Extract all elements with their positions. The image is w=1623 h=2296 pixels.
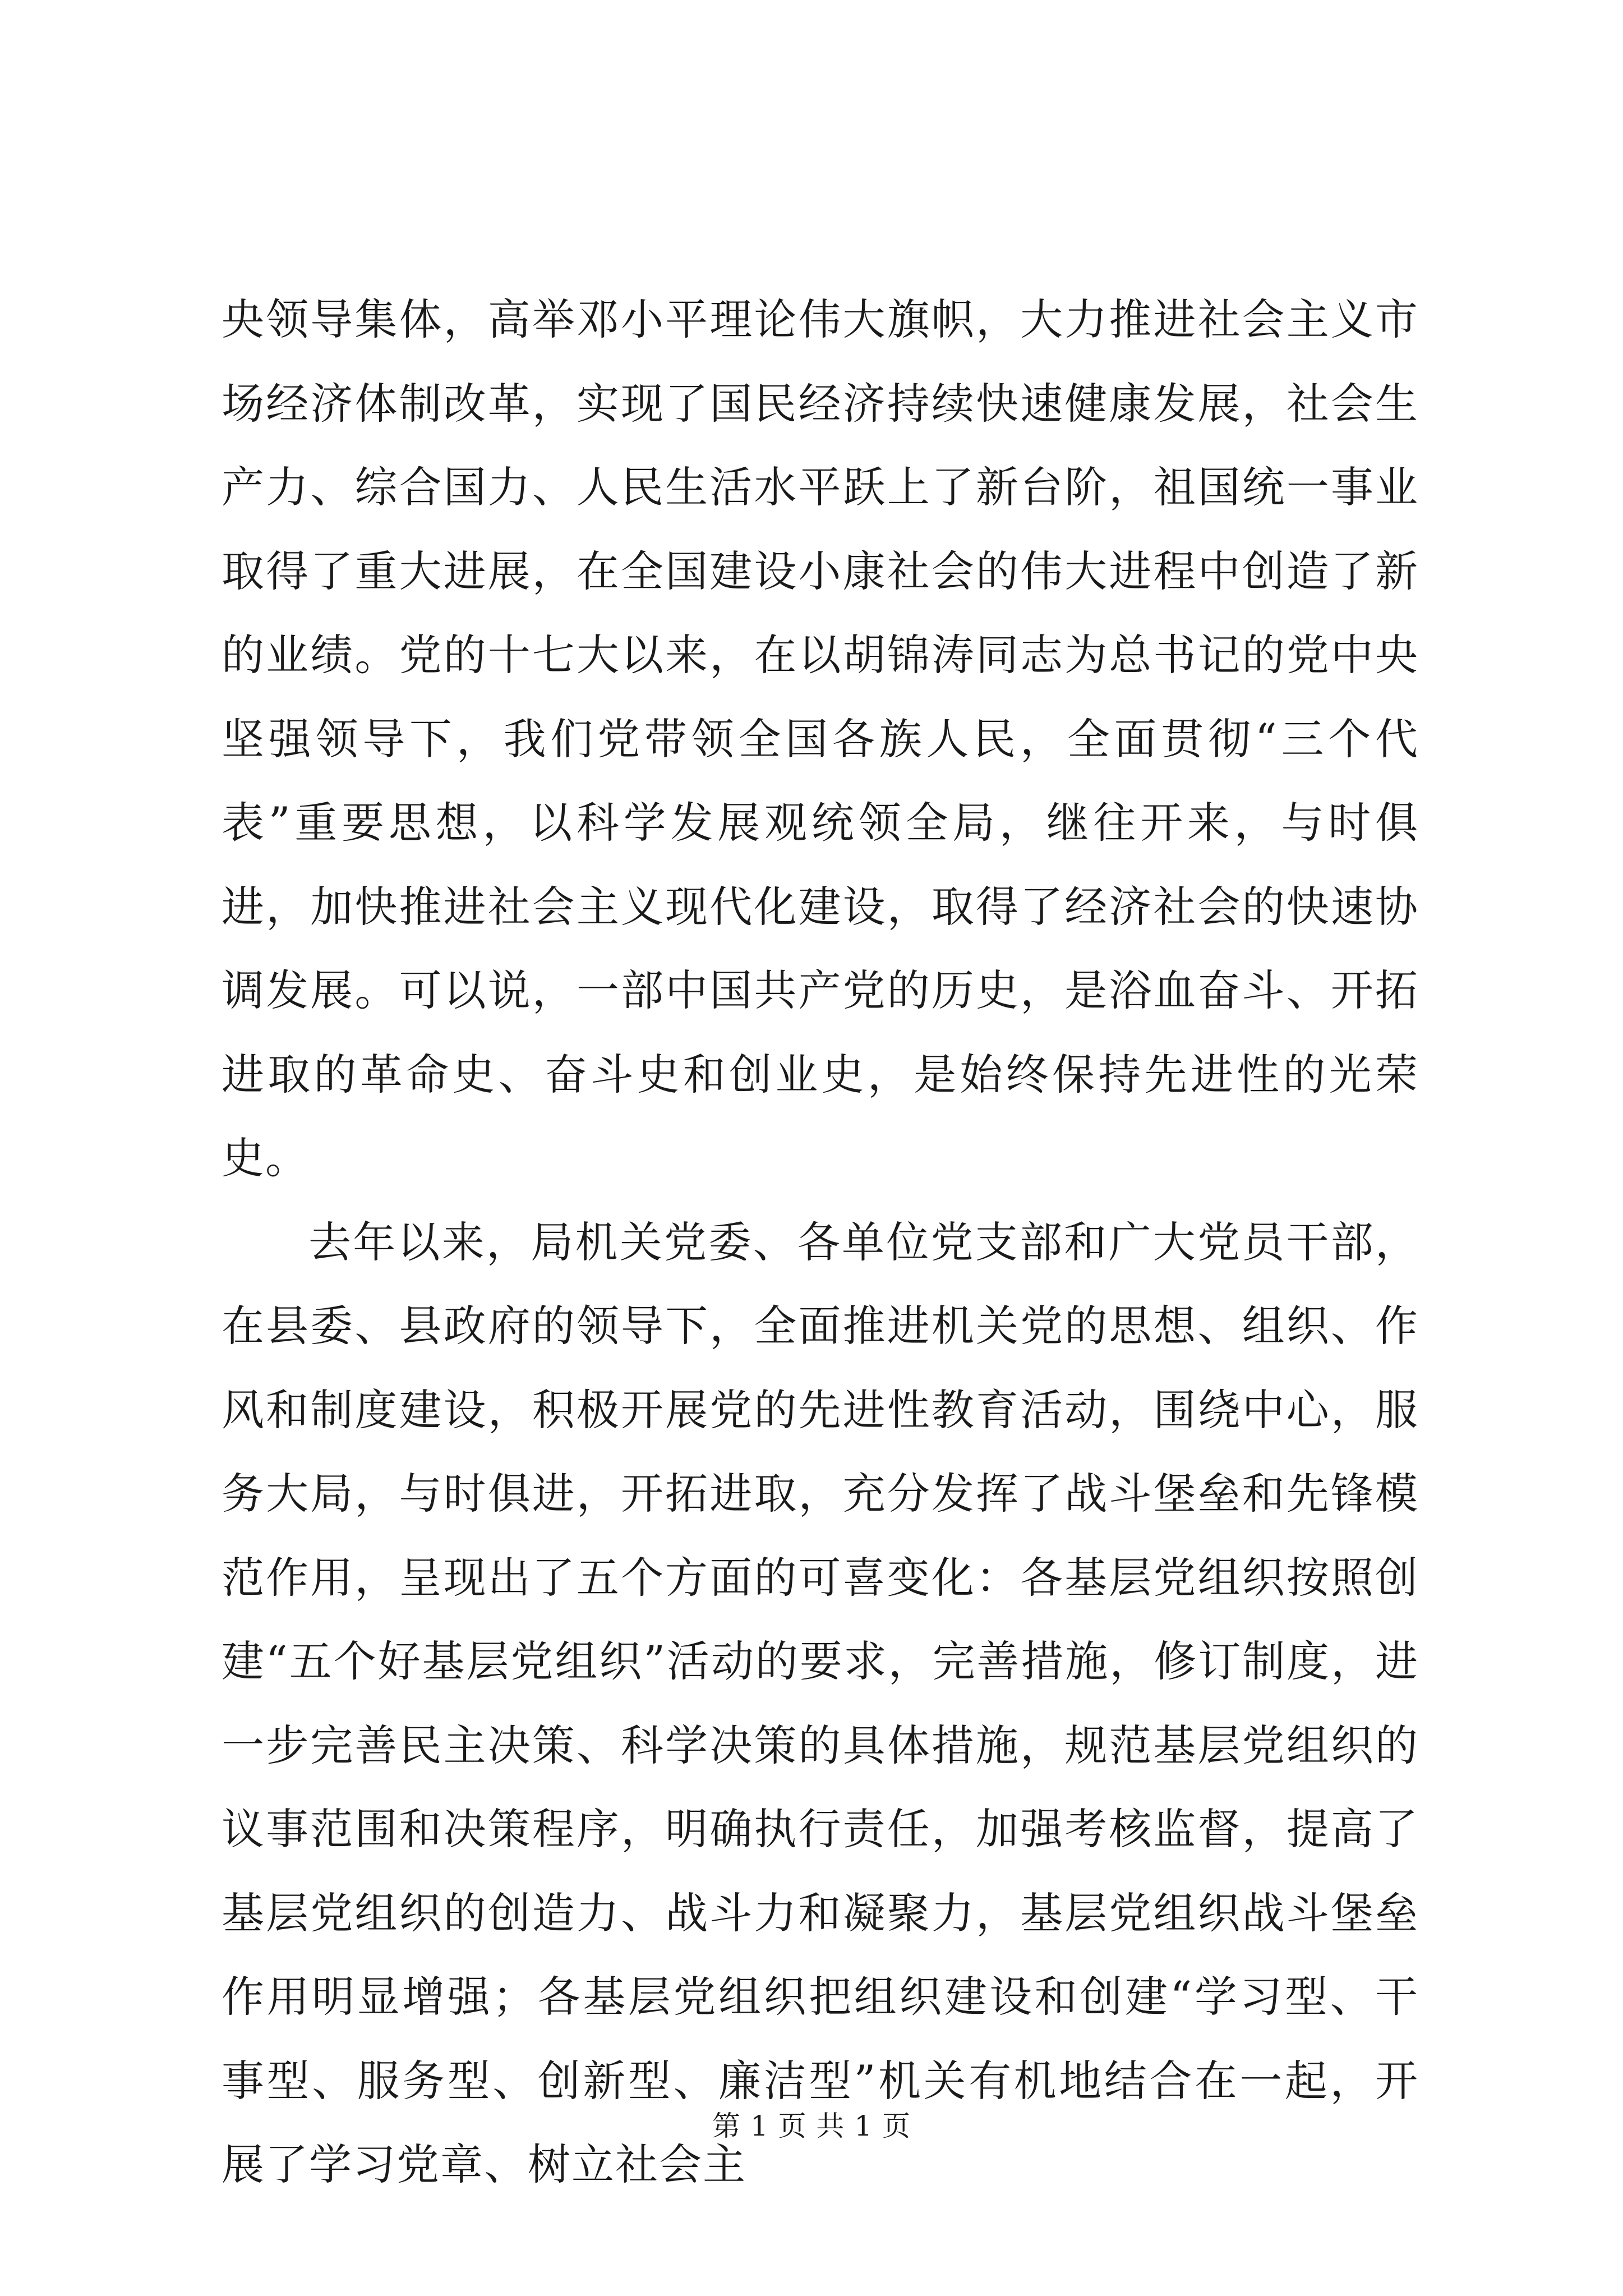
page-footer: 第 1 页 共 1 页: [712, 2110, 911, 2142]
document-body: [222, 278, 1419, 2207]
paragraph-1: 央领导集体，高举邓小平理论伟大旗帜，大力推进社会主义市场经济体制改革，实现了国民经济持续快速健康发展，社会生产力、综合国力、人民生活水平跃上了新台阶，祖国统一事业取得了重大进展，在全国建设小康社会的伟大进程中创造了新的业绩。党的十七大以来，在以胡锦涛同志为总书记的党中央坚强领导下，我们党带领全国各族人民，全面贯彻“三个代表”重要思想，以科学发展观统领全局，继往开来，与时俱进，加快推进社会主义现代化建设，取得了经济社会的快速协调发展。可以说，一部中国共产党的历史，是浴血奋斗、开拓进取的革命史、奋斗史和创业史，是始终保持先进性的光荣史。: [222, 295, 1419, 1183]
paragraph-2: 去年以来，局机关党委、各单位党支部和广大党员干部，在县委、县政府的领导下，全面推进机关党的思想、组织、作风和制度建设，积极开展党的先进性教育活动，围绕中心，服务大局，与时俱进，开拓进取，充分发挥了战斗堡垒和先锋模范作用，呈现出了五个方面的可喜变化：各基层党组织按照创建“五个好基层党组织”活动的要求，完善措施，修订制度，进一步完善民主决策、科学决策的具体措施，规范基层党组织的议事范围和决策程序，明确执行责任，加强考核监督，提高了基层党组织的创造力、战斗力和凝聚力，基层党组织战斗堡垒作用明显增强；各基层党组织把组织建设和创建“学习型、干事型、服务型、创新型、廉洁型”机关有机地结合在一起，开展了学习党章、树立社会主: [222, 1217, 1419, 2189]
